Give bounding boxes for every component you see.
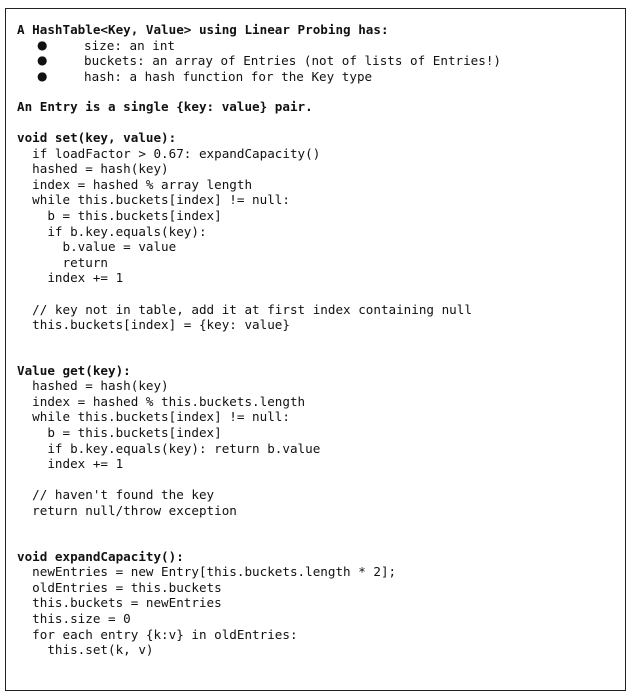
bullet-icon: ● [37,53,48,68]
set-signature: void set(key, value): [17,129,177,145]
code-line: while this.buckets[index] != null: [17,409,290,425]
expand-signature: void expandCapacity(): [17,548,184,564]
code-comment: // key not in table, add it at first index containing null [17,301,472,317]
bullet-text: hash: a hash function for the Key type [84,68,373,84]
code-line: newEntries = new Entry[this.buckets.length * 2]; [17,564,397,580]
entry-note: An Entry is a single {key: value} pair. [17,99,313,115]
code-line: return null/throw exception [17,503,237,519]
code-line: index += 1 [17,456,124,472]
bullet-text: buckets: an array of Entries (not of lists of Entries!) [84,53,502,69]
bullet-icon: ● [37,68,48,83]
code-line: b.value = value [17,239,177,255]
code-line: this.set(k, v) [17,642,154,658]
spacer [17,519,617,549]
expand-capacity-method [17,549,617,658]
code-line: index = hashed % this.buckets.length [17,393,306,409]
code-line: hashed = hash(key) [17,161,169,177]
code-line: for each entry {k:v} in oldEntries: [17,626,298,642]
code-line: if b.key.equals(key): [17,223,207,239]
code-line: b = this.buckets[index] [17,425,222,441]
code-line [17,472,617,488]
bullet-item-size [17,38,617,54]
code-line: while this.buckets[index] != null: [17,192,290,208]
code-line: oldEntries = this.buckets [17,579,222,595]
code-comment: // haven't found the key [17,487,215,503]
bullet-item-hash [17,69,617,85]
code-line: if b.key.equals(key): return b.value [17,440,321,456]
code-line: index = hashed % array length [17,176,253,192]
pseudocode-document [17,22,617,658]
get-method [17,363,617,519]
bullet-icon: ● [37,37,48,52]
spacer [17,333,617,363]
spacer [17,84,617,99]
set-method [17,130,617,333]
code-line: this.size = 0 [17,611,131,626]
code-line: return [17,254,108,270]
code-line: if loadFactor > 0.67: expandCapacity() [17,145,321,161]
code-line: index += 1 [17,270,124,286]
bullet-item-buckets [17,53,617,69]
code-line [17,286,617,302]
spacer [17,115,617,130]
code-line: this.buckets = newEntries [17,595,222,611]
intro-title: A HashTable<Key, Value> using Linear Probing has: [17,22,389,37]
get-signature: Value get(key): [17,362,131,378]
code-line: b = this.buckets[index] [17,207,222,223]
bullet-text: size: an int [84,37,175,53]
code-line: this.buckets[index] = {key: value} [17,317,290,333]
code-line: hashed = hash(key) [17,378,169,394]
